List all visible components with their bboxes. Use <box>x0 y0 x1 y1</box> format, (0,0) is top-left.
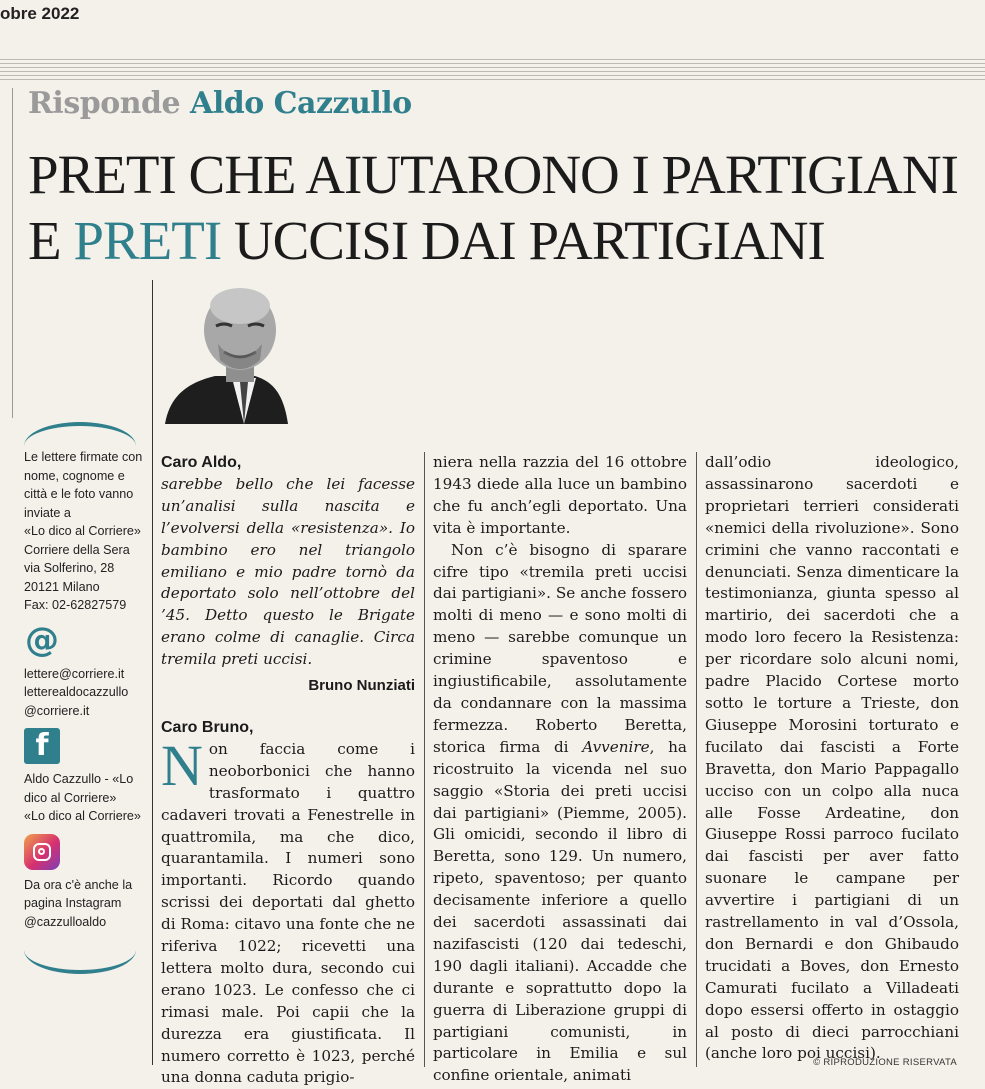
sidebar-address-4: 20121 Milano <box>24 579 100 594</box>
column-divider-1 <box>424 452 425 1067</box>
instagram-icon <box>24 834 60 870</box>
sidebar-email-3[interactable]: @corriere.it <box>24 703 90 718</box>
reply-col2-p2 <box>433 540 687 1088</box>
article-column-2 <box>433 452 687 1087</box>
letter-body: sarebbe bello che lei facesse un’analisi sulla nascita e l’evolversi della «resistenza». Io bambino ero nel triangolo emiliano e mio padre tornò da deportato solo nell’ottobre del ’45. Detto questo le Brigate erano colme di canaglie. Circa tremila preti uccisi. <box>161 474 415 669</box>
sidebar-email-1[interactable]: lettere@corriere.it <box>24 666 125 681</box>
sidebar-arc-top <box>24 422 136 446</box>
sidebar-facebook-3: «Lo dico al Corriere» <box>24 809 141 823</box>
author-portrait <box>160 282 290 424</box>
reply-salutation: Caro Bruno, <box>161 718 254 736</box>
sidebar-address-2: Corriere della Sera <box>24 542 130 557</box>
sidebar-divider <box>152 280 153 1065</box>
sidebar-instagram-3: @cazzulloaldo <box>24 914 107 929</box>
headline-line-2 <box>28 210 825 271</box>
reply-col2-p2-a: Non c’è bisogno di sparare cifre tipo «tremila preti uccisi dai partigiani». Se anche fossero molti di meno — e sono molti di meno — sarebbe comunque un crimine spaventoso e ingiustificabile, assolutamente da condannare con la massima fermezza. Roberto Beretta, storica firma di <box>433 540 687 756</box>
email-icon: @ <box>25 620 59 661</box>
dateline: obre 2022 <box>0 4 80 23</box>
article-column-3 <box>705 452 959 1065</box>
article-column-1 <box>161 452 415 1089</box>
reply-dropcap: N <box>161 732 203 798</box>
sidebar-intro: Le lettere firmate con nome, cognome e città e le foto vanno inviate a <box>24 450 143 520</box>
letter-salutation: Caro Aldo, <box>161 454 242 471</box>
kicker-prefix: Risponde <box>28 86 181 121</box>
sidebar-facebook-1: Aldo Cazzullo - «Lo <box>24 772 134 786</box>
reply-col3-text: dall’odio ideologico, assassinarono sacerdoti e proprietari terrieri considerati «nemici della rivoluzione». Sono crimini che vanno raccontati e denunciati. Senza dimenticare la testimonianza, giunta spesso al martirio, dei sacerdoti che a modo loro fecero la Resistenza: per ricordare solo alcuni nomi, padre Placido Cortese morto sotto le torture a Trieste, don Giuseppe Morosini torturato e fucilato dai fascisti a Forte Bravetta, don Mario Pappagallo ucciso con un colpo alla nuca alle Fosse Ardeatine, don Giuseppe Rossi parroco fucilato dai fascisti per aver fatto suonare le campane per avvertire i partigiani di un rastrellamento in val d’Ossola, don Bernardi e don Ghibaudo trucidati a Boves, don Ernesto Camurati fucilato a Villadeati dopo essersi offerto in ostaggio al posto di dieci parrocchiani (anche loro poi uccisi). <box>705 453 959 1063</box>
reply-col1-text: on faccia come i neoborbonici che hanno trasformato i quattro cadaveri trovati a Fenestrelle in quattromila, ma che dico, quarantamila. I numeri sono importanti. Ricordo quando scrissi dei deportati dal ghetto di Roma: citavo una fonte che ne riferiva 1022; ricevetti una lettera molto dura, secondo cui erano 1023. Le confesso che ci rimasi male. Poi capii che la durezza era giustificata. Il numero corretto è 1023, perché una donna caduta prigio- <box>161 739 415 1087</box>
sidebar-fax: Fax: 02-62827579 <box>24 598 127 612</box>
contact-sidebar <box>24 448 146 931</box>
headline-line-2-c: UCCISI DAI PARTIGIANI <box>221 210 825 271</box>
headline-line-2-a: E <box>28 210 74 271</box>
sidebar-facebook-2: dico al Corriere» <box>24 790 117 805</box>
reply-col2-p2-b: , ha ricostruito la vicenda nel suo saggio «Storia dei preti uccisi dai partigiani» (Piemme, 2005). Gli omicidi, secondo il libro di Beretta, sono 129. Un numero, ripeto, spaventoso; per quanto decisamente inferiore a quello dei sacerdoti assassinati dai nazifascisti (120 dai tedeschi, 190 dagli italiani). Accadde che durante e soprattutto dopo la guerra di Liberazione gruppi di partigiani comunisti, in particolare in Emilia e sul confine orientale, animati <box>433 737 687 1085</box>
sidebar-address-1: «Lo dico al Corriere» <box>24 524 141 538</box>
copyright-notice: © RIPRODUZIONE RISERVATA <box>813 1057 957 1068</box>
sidebar-instagram-1: Da ora c'è anche la <box>24 877 133 892</box>
sidebar-arc-bottom <box>24 950 136 974</box>
reply-col2-p2-italic: Avvenire <box>582 737 650 756</box>
reply-col2-p1: niera nella razzia del 16 ottobre 1943 diede alla luce un bambino che fu anch’egli deportato. Una vita è importante. <box>433 453 687 537</box>
headline-line-2-highlight: PRETI <box>73 210 222 271</box>
column-kicker <box>28 86 412 121</box>
headline-line-1: PRETI CHE AIUTARONO I PARTIGIANI <box>28 144 958 205</box>
kicker-author: Aldo Cazzullo <box>190 86 412 121</box>
facebook-icon: f <box>24 728 60 764</box>
sidebar-instagram-2: pagina Instagram <box>24 896 122 910</box>
sidebar-address-3: via Solferino, 28 <box>24 561 115 575</box>
reply-paragraph-1 <box>161 732 415 1089</box>
sidebar-email-2[interactable]: letterealdocazzullo <box>24 685 129 699</box>
letter-signature: Bruno Nunziati <box>308 677 415 695</box>
column-divider-2 <box>696 452 697 1067</box>
header-hatch-band <box>0 58 985 80</box>
left-vertical-rule <box>12 88 13 418</box>
